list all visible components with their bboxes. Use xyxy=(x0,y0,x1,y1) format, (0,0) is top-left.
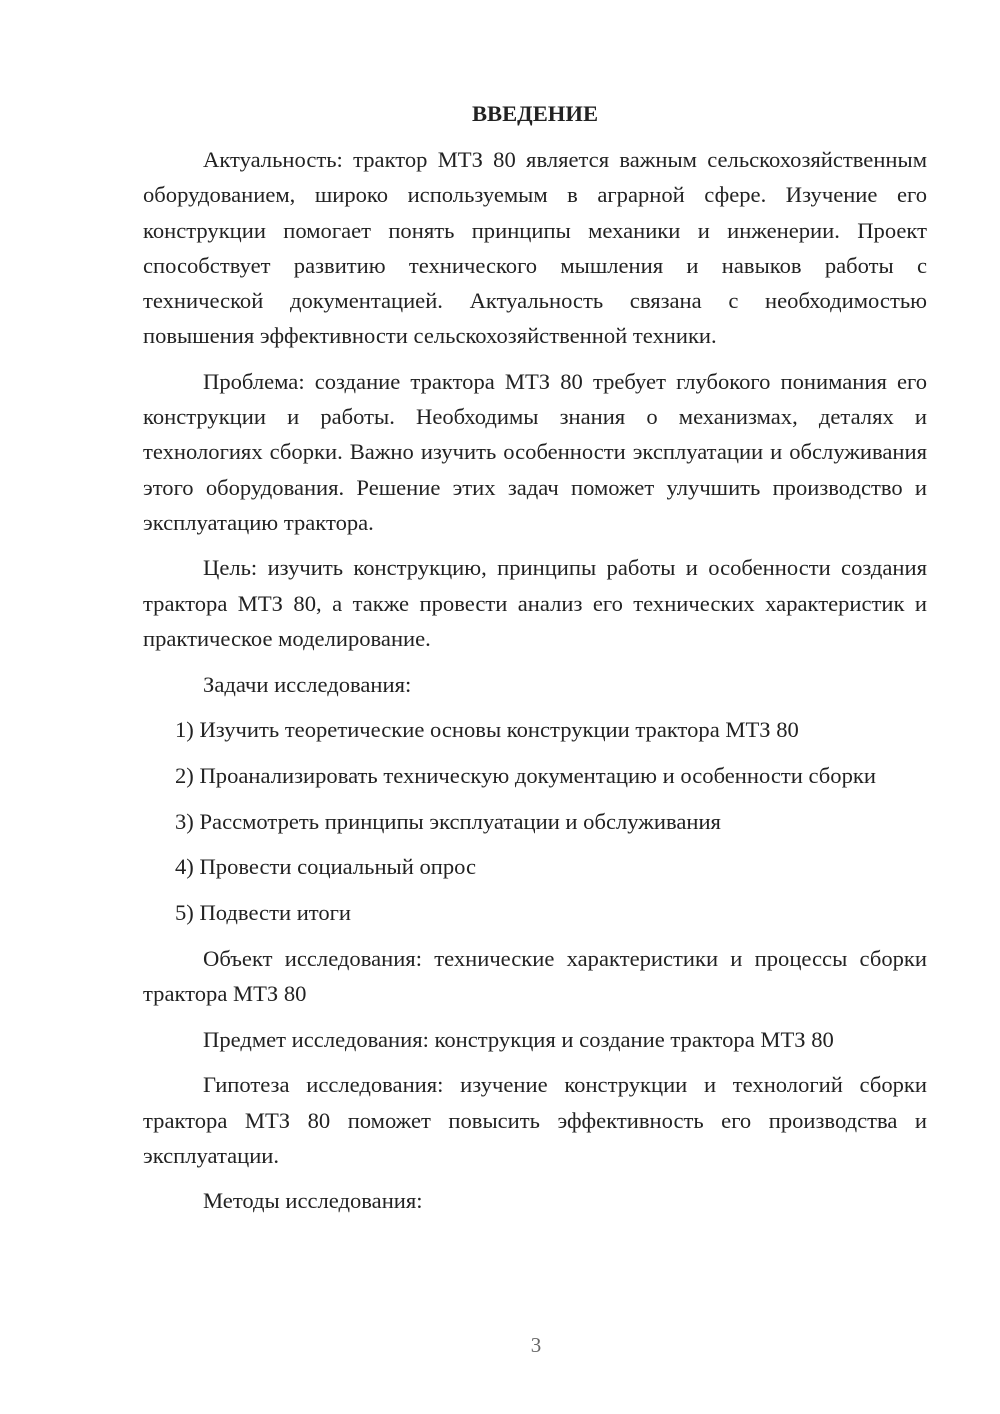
task-item-5: 5) Подвести итоги xyxy=(175,900,352,926)
task-item-4: 4) Провести социальный опрос xyxy=(175,854,477,880)
task-item-3: 3) Рассмотреть принципы эксплуатации и обслуживания xyxy=(175,808,721,834)
research-subject-paragraph: Предмет исследования: конструкция и создание трактора МТЗ 80 xyxy=(203,1026,834,1052)
goal-paragraph: Цель: изучить конструкцию, принципы работы и особенности создания трактора МТЗ 80, а также провести анализ его технических характеристик и практическое моделирование. xyxy=(143,555,927,651)
section-title: ВВЕДЕНИЕ xyxy=(471,101,599,126)
tasks-heading: Задачи исследования: xyxy=(203,671,412,697)
methods-heading: Методы исследования: xyxy=(203,1188,423,1214)
problem-paragraph: Проблема: создание трактора МТЗ 80 требует глубокого понимания его конструкции и работы. Необходимы знания о механизмах, деталях и технологиях сборки. Важно изучить особенности эксплуатации и обслуживания этого оборудования. Решение этих задач поможет улучшить производство и эксплуатацию трактора. xyxy=(143,368,927,535)
document-body xyxy=(143,96,927,1229)
research-hypothesis-paragraph: Гипотеза исследования: изучение конструкции и технологий сборки трактора МТЗ 80 поможет повысить эффективность его производства и эксплуатации. xyxy=(143,1072,927,1168)
task-item-2: 2) Проанализировать техническую документацию и особенности сборки xyxy=(175,762,876,788)
research-object-paragraph: Объект исследования: технические характеристики и процессы сборки трактора МТЗ 80 xyxy=(143,945,927,1006)
page-number: 3 xyxy=(530,1333,542,1357)
task-item-1: 1) Изучить теоретические основы конструкции трактора МТЗ 80 xyxy=(175,717,799,743)
relevance-paragraph: Актуальность: трактор МТЗ 80 является важным сельскохозяйственным оборудованием, широко используемым в аграрной сфере. Изучение его конструкции помогает понять принципы механики и инженерии. Проект способствует развитию технического мышления и навыков работы с технической документацией. Актуальность связана с необходимостью повышения эффективности сельскохозяйственной техники. xyxy=(143,147,927,349)
